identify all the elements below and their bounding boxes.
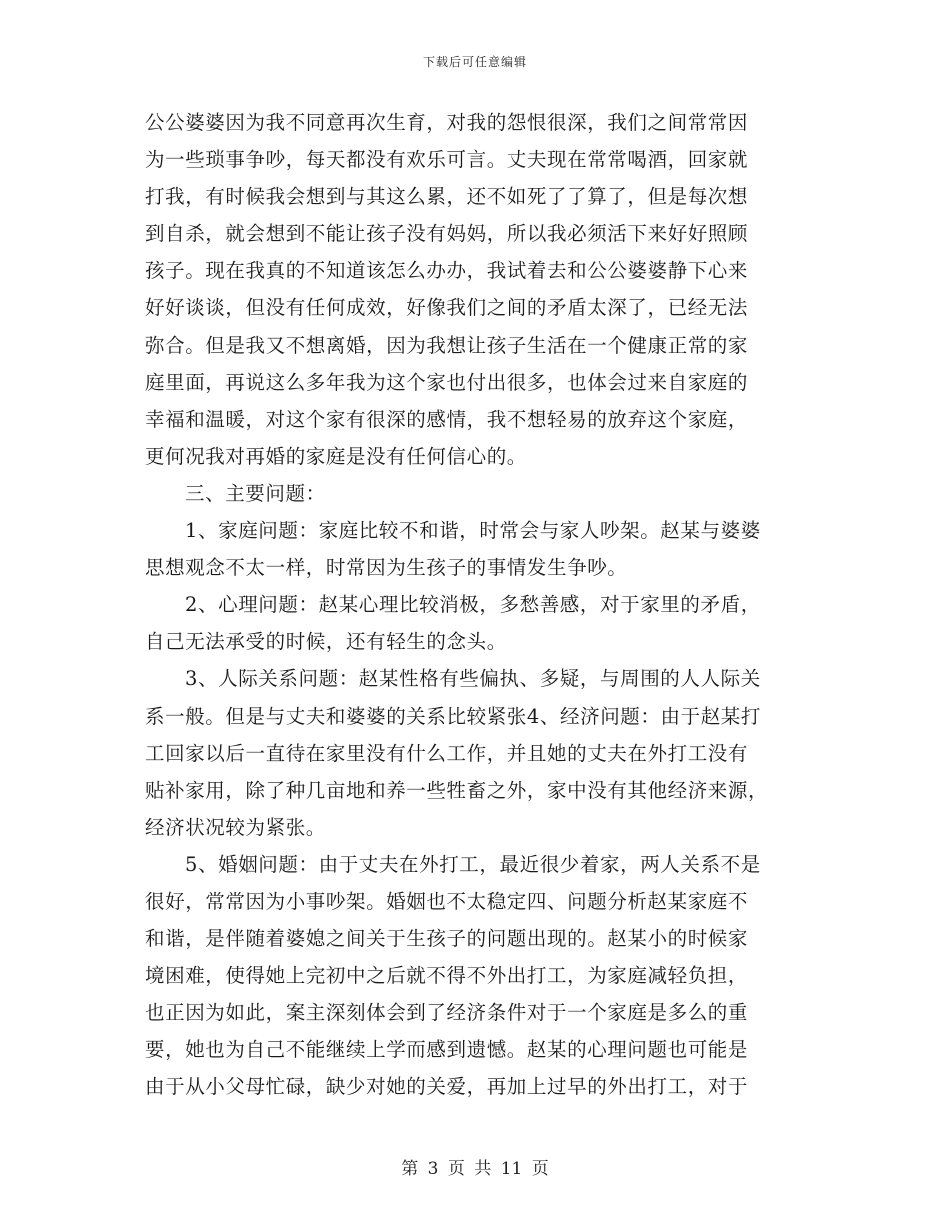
text-line: 工回家以后一直待在家里没有什么工作，并且她的丈夫在外打工没有 <box>145 741 749 765</box>
text-line: 幸福和温暖，对这个家有很深的感情，我不想轻易的放弃这个家庭， <box>145 407 749 431</box>
text-line: 为一些琐事争吵，每天都没有欢乐可言。丈夫现在常常喝酒，回家就 <box>145 148 749 172</box>
text-line: 打我，有时候我会想到与其这么累，还不如死了了算了，但是每次想 <box>145 185 749 209</box>
text-line: 弥合。但是我又不想离婚，因为我想让孩子生活在一个健康正常的家 <box>145 333 749 357</box>
text-line: 很好，常常因为小事吵架。婚姻也不太稳定四、问题分析赵某家庭不 <box>145 889 749 913</box>
text-line: 由于从小父母忙碌，缺少对她的关爱，再加上过早的外出打工，对于 <box>145 1075 749 1099</box>
text-line: 境困难，使得她上完初中之后就不得不外出打工，为家庭减轻负担， <box>145 964 749 988</box>
text-line: 5、婚姻问题：由于丈夫在外打工，最近很少着家，两人关系不是 <box>185 852 761 876</box>
text-line: 和谐，是伴随着婆媳之间关于生孩子的问题出现的。赵某小的时候家 <box>145 927 749 951</box>
text-line: 2、心理问题：赵某心理比较消极，多愁善感，对于家里的矛盾， <box>185 593 761 617</box>
text-line: 庭里面，再说这么多年我为这个家也付出很多，也体会过来自家庭的 <box>145 370 749 394</box>
text-line: 系一般。但是与丈夫和婆婆的关系比较紧张4、经济问题：由于赵某打 <box>145 704 762 728</box>
text-line: 自己无法承受的时候，还有轻生的念头。 <box>145 630 507 654</box>
page-footer: 第 3 页 共 11 页 <box>401 1159 549 1179</box>
text-line: 经济状况较为紧张。 <box>145 815 326 839</box>
text-line: 更何况我对再婚的家庭是没有任何信心的。 <box>145 444 527 468</box>
text-line: 思想观念不太一样，时常因为生孩子的事情发生争吵。 <box>145 556 628 580</box>
text-line: 贴补家用，除了种几亩地和养一些牲畜之外，家中没有其他经济来源， <box>145 778 769 802</box>
text-line: 公公婆婆因为我不同意再次生育，对我的怨恨很深，我们之间常常因 <box>145 111 749 134</box>
text-line: 要，她也为自己不能继续上学而感到遗憾。赵某的心理问题也可能是 <box>145 1038 749 1062</box>
text-line: 三、主要问题： <box>185 481 326 505</box>
text-line: 3、人际关系问题：赵某性格有些偏执、多疑，与周围的人人际关 <box>185 667 761 691</box>
text-line: 也正因为如此，案主深刻体会到了经济条件对于一个家庭是多么的重 <box>145 1001 749 1025</box>
text-line: 孩子。现在我真的不知道该怎么办办，我试着去和公公婆婆静下心来 <box>145 259 749 283</box>
text-line: 好好谈谈，但没有任何成效，好像我们之间的矛盾太深了，已经无法 <box>145 296 749 320</box>
text-line: 到自杀，就会想到不能让孩子没有妈妈，所以我必须活下来好好照顾 <box>145 222 749 246</box>
header-note: 下载后可任意编辑 <box>422 55 527 69</box>
body-text <box>145 104 805 1106</box>
text-line: 1、家庭问题：家庭比较不和谐，时常会与家人吵架。赵某与婆婆 <box>185 519 761 543</box>
